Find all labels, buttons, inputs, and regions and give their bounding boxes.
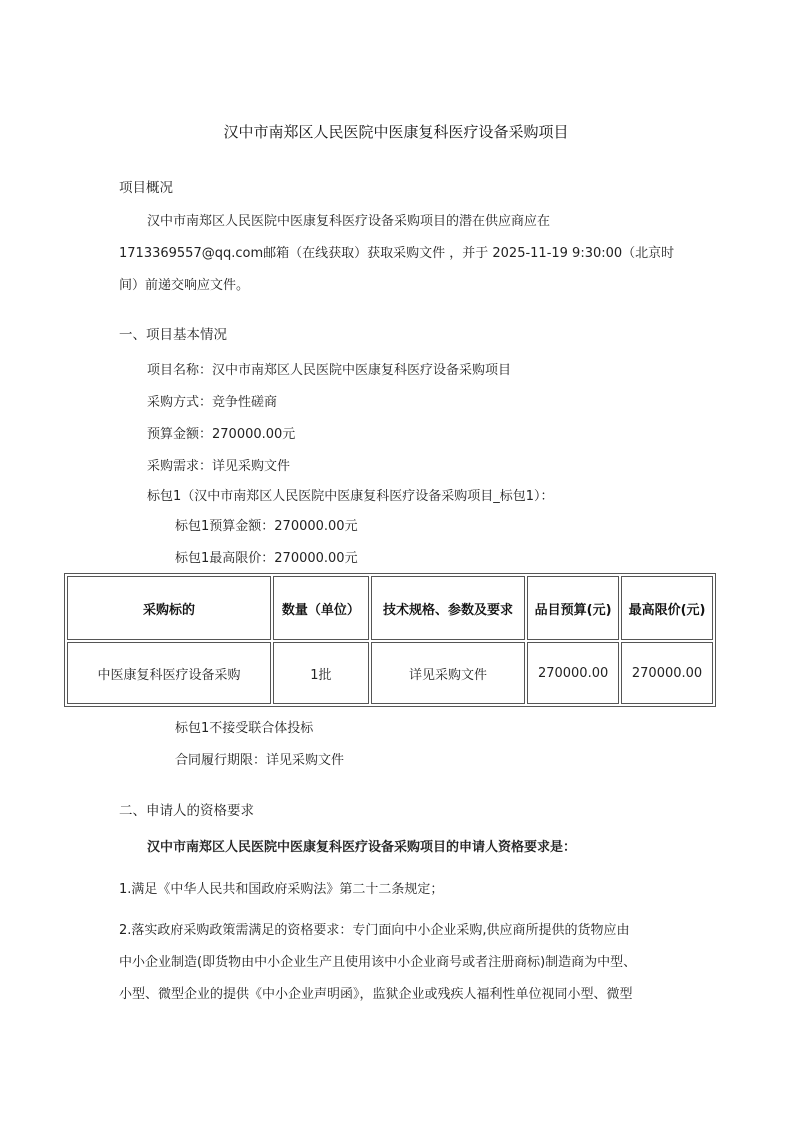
table-header-cell: 技术规格、参数及要求	[371, 576, 525, 640]
procurement-demand-field: 采购需求：详见采购文件	[147, 459, 291, 474]
lot-max-price-field: 标包1最高限价：270000.00元	[175, 551, 358, 566]
table-cell: 详见采购文件	[371, 642, 525, 704]
overview-text-line-1: 汉中市南郑区人民医院中医康复科医疗设备采购项目的潜在供应商应在	[147, 214, 551, 229]
table-row	[67, 642, 713, 704]
table-cell: 270000.00	[621, 642, 713, 704]
qualification-item-2-line-3: 小型、微型企业的提供《中小企业声明函》，监狱企业或残疾人福利性单位视同小型、微型	[119, 987, 633, 1002]
overview-text-line-3: 间）前递交响应文件。	[119, 278, 250, 293]
table-header-cell: 采购标的	[67, 576, 271, 640]
lot-budget-field: 标包1预算金额：270000.00元	[175, 519, 358, 534]
table-header-cell: 品目预算(元)	[527, 576, 619, 640]
consortium-note: 标包1不接受联合体投标	[175, 721, 314, 736]
section2-heading: 二、申请人的资格要求	[119, 803, 254, 819]
qualification-item-2-line-2: 中小企业制造(即货物由中小企业生产且使用该中小企业商号或者注册商标)制造商为中型、	[119, 955, 637, 970]
overview-heading: 项目概况	[119, 180, 173, 196]
section1-heading: 一、项目基本情况	[119, 327, 227, 343]
qualification-intro: 汉中市南郑区人民医院中医康复科医疗设备采购项目的申请人资格要求是：	[147, 840, 577, 855]
lot-description: 标包1（汉中市南郑区人民医院中医康复科医疗设备采购项目_标包1）：	[147, 489, 554, 504]
table-cell: 1批	[273, 642, 369, 704]
contract-period-field: 合同履行期限：详见采购文件	[175, 753, 345, 768]
qualification-item-2-line-1: 2.落实政府采购政策需满足的资格要求：专门面向中小企业采购,供应商所提供的货物应由	[119, 923, 630, 938]
qualification-item-1: 1.满足《中华人民共和国政府采购法》第二十二条规定；	[119, 882, 444, 897]
procurement-method-field: 采购方式：竞争性磋商	[147, 395, 278, 410]
project-name-field: 项目名称：汉中市南郑区人民医院中医康复科医疗设备采购项目	[147, 363, 512, 378]
overview-text-line-2: 1713369557@qq.com邮箱（在线获取）获取采购文件 ，并于 2025-11-19 9:30:00（北京时	[119, 246, 675, 261]
table-header-cell: 最高限价(元)	[621, 576, 713, 640]
document-title: 汉中市南郑区人民医院中医康复科医疗设备采购项目	[223, 123, 569, 141]
table-header-row	[67, 576, 713, 640]
table-cell: 中医康复科医疗设备采购	[67, 642, 271, 704]
table-cell: 270000.00	[527, 642, 619, 704]
procurement-table	[64, 573, 716, 707]
budget-field: 预算金额：270000.00元	[147, 427, 296, 442]
table-header-cell: 数量（单位）	[273, 576, 369, 640]
